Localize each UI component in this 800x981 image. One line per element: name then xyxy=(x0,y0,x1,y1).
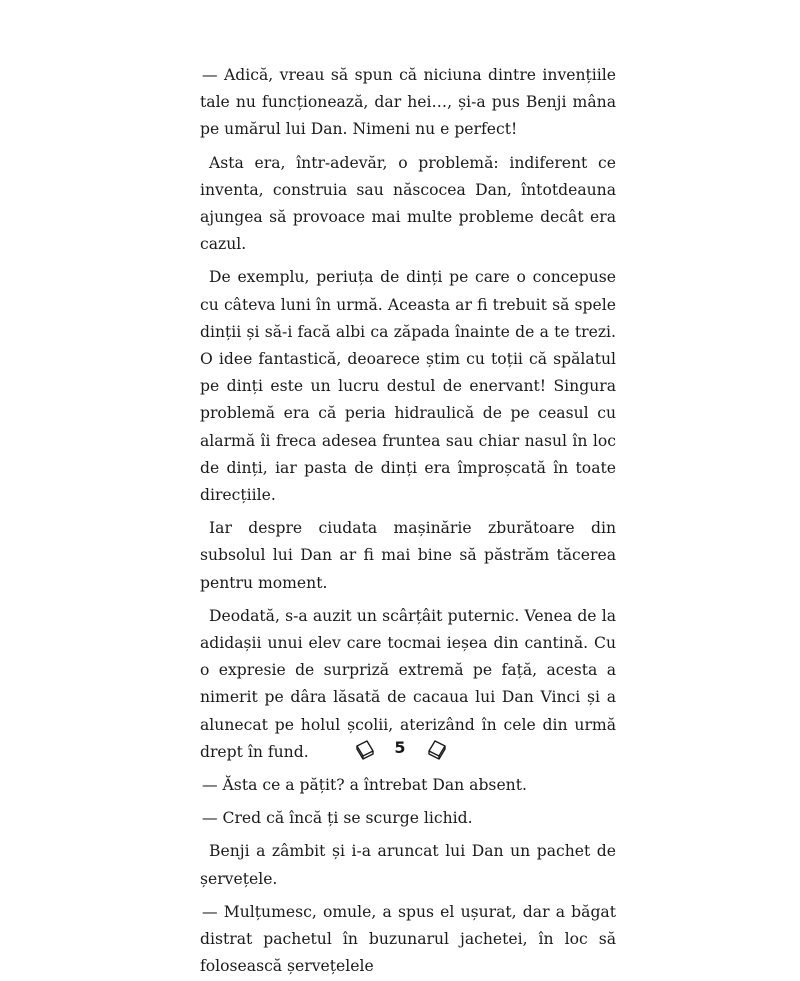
paragraph-7: — Cred că încă ți se scurge lichid. xyxy=(202,809,473,828)
body-text xyxy=(200,62,616,981)
paragraph-9: — Mulțumesc, omule, a spus el ușurat, dar a băgat distrat pachetul în buzunarul jachetei, în loc să folosească șervețelele xyxy=(200,902,616,976)
paragraph-3: De exemplu, periuța de dinți pe care o concepuse cu câteva luni în urmă. Aceasta ar fi trebuit să spele dinții și să-i facă albi ca zăpada înainte de a te trezi. O idee fantastică, deoarece știm cu toții că spălatul pe dinți este un lucru destul de enervant! Singura problemă era că peria hidraulică de pe ceasul cu alarmă îi freca adesea fruntea sau chiar nasul în loc de dinți, iar pasta de dinți era împroșcată în toate direcțiile. xyxy=(200,268,616,505)
page-footer xyxy=(0,734,800,766)
paragraph-1: — Adică, vreau să spun că niciuna dintre invențiile tale nu funcționează, dar hei…, și-a pus Benji mâna pe umărul lui Dan. Nimeni nu e perfect! xyxy=(200,66,616,139)
book-icon xyxy=(426,738,448,760)
paragraph-6: — Ăsta ce a pățit? a întrebat Dan absent. xyxy=(202,776,527,795)
book-icon xyxy=(354,738,376,760)
page-number: 5 xyxy=(394,738,406,757)
paragraph-8: Benji a zâmbit și i-a aruncat lui Dan un pachet de șervețele. xyxy=(200,842,616,888)
paragraph-2: Asta era, într-adevăr, o problemă: indiferent ce inventa, construia sau născocea Dan, întotdeauna ajungea să provoace mai multe probleme decât era cazul. xyxy=(200,153,616,254)
paragraph-4: Iar despre ciudata mașinărie zburătoare din subsolul lui Dan ar fi mai bine să păstrăm tăcerea pentru moment. xyxy=(200,519,616,592)
paragraph-5: Deodată, s-a auzit un scârțâit puternic. Venea de la adidașii unui elev care tocmai ieșea din cantină. Cu o expresie de surpriză extremă pe față, acesta a nimerit pe dâra lăsată de cacaua lui Dan Vinci și a alunecat pe holul școlii, aterizând în cele din urmă drept în fund. xyxy=(200,606,616,761)
